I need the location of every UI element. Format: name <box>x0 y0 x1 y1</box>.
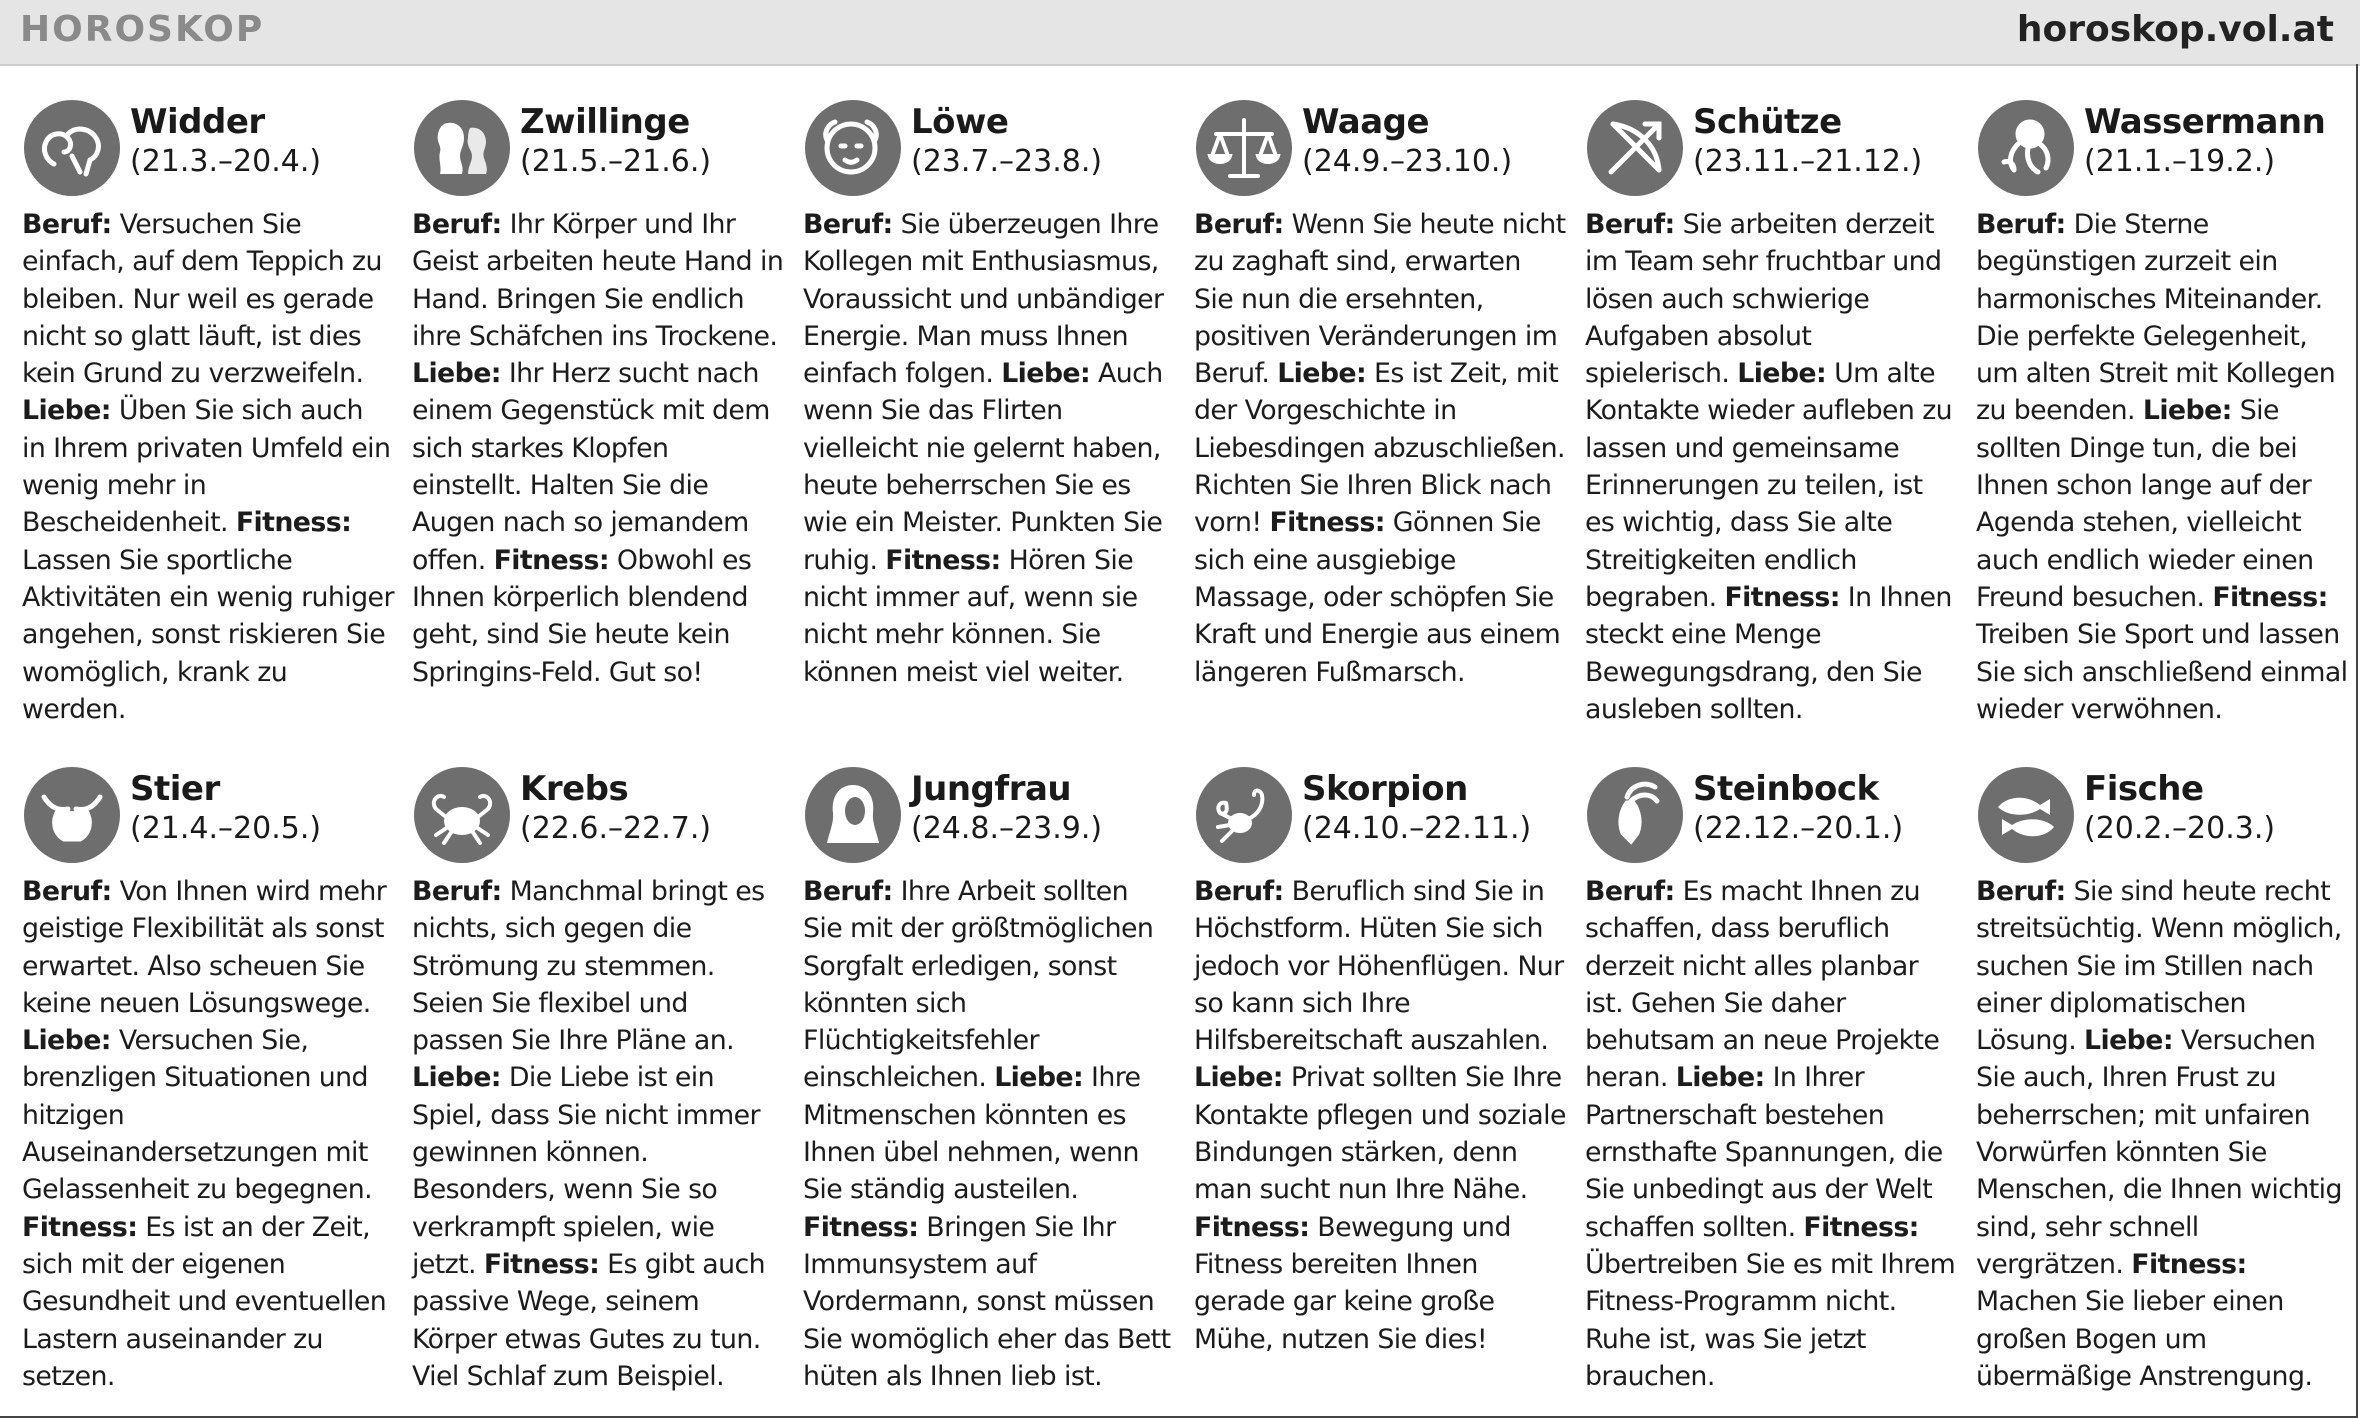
sign-text: Beruf: Beruflich sind Sie in Höchstform. Hüten Sie sich jedoch vor Höhenflügen. Nur so kann sich Ihre Hilfsbereitschaft auszahlen. Liebe: Privat sollten Sie Ihre Kontakte pflegen und soziale Bindungen stärken, denn man sucht nun Ihre Nähe. Fitness: Bewegung und Fitness bereiten Ihnen gerade gar keine große Mühe, nutzen Sie dies! <box>1194 876 1566 1355</box>
sign-name: Krebs <box>520 769 629 809</box>
sign-dates: (24.9.–23.10.) <box>1302 144 1513 179</box>
sign-name: Wassermann <box>2084 102 2326 142</box>
gemini-icon <box>414 100 510 196</box>
pisces-fish-icon <box>1978 767 2074 863</box>
sign-dates: (21.1.–19.2.) <box>2084 144 2276 179</box>
sagittarius-bow-icon <box>1587 100 1683 196</box>
sign-loewe <box>803 100 1175 750</box>
sign-waage <box>1194 100 1566 750</box>
sign-krebs <box>412 767 784 1417</box>
sign-fische <box>1976 767 2348 1417</box>
sign-dates: (21.5.–21.6.) <box>520 144 712 179</box>
sign-name: Steinbock <box>1693 769 1879 809</box>
sign-dates: (24.8.–23.9.) <box>911 811 1103 846</box>
cancer-crab-icon <box>414 767 510 863</box>
sign-dates: (21.4.–20.5.) <box>130 811 322 846</box>
sign-text: Beruf: Wenn Sie heute nicht zu zaghaft sind, erwarten Sie nun die ersehnten, positiven Veränderungen im Beruf. Liebe: Es ist Zeit, mit der Vorgeschichte in Liebesdingen abzuschließen. Richten Sie Ihren Blick nach vorn! Fitness: Gönnen Sie sich eine ausgiebige Massage, oder schöpfen Sie Kraft und Energie aus einem längeren Fußmarsch. <box>1194 209 1566 688</box>
sign-text: Beruf: Sie arbeiten derzeit im Team sehr fruchtbar und lösen auch schwierige Aufgaben absolut spielerisch. Liebe: Um alte Kontakte wieder aufleben zu lassen und gemeinsame Erinnerungen zu teilen, ist es wichtig, dass Sie alte Streitigkeiten endlich begraben. Fitness: In Ihnen steckt eine Menge Bewegungsdrang, den Sie ausleben sollten. <box>1585 209 1953 725</box>
sign-text: Beruf: Sie überzeugen Ihre Kollegen mit Enthusiasmus, Voraussicht und unbändiger Energie. Man muss Ihnen einfach folgen. Liebe: Auch wenn Sie das Flirten vielleicht nie gelernt haben, heute beherrschen Sie es wie ein Meister. Punkten Sie ruhig. Fitness: Hören Sie nicht immer auf, wenn sie nicht mehr können. Sie können meist viel weiter. <box>803 209 1164 688</box>
sign-name: Skorpion <box>1302 769 1468 809</box>
sign-name: Widder <box>130 102 265 142</box>
sign-wassermann <box>1976 100 2348 750</box>
sign-text: Beruf: Versuchen Sie einfach, auf dem Teppich zu bleiben. Nur weil es gerade nicht so glatt läuft, ist dies kein Grund zu verzweifeln. Liebe: Üben Sie sich auch in Ihrem privaten Umfeld ein wenig mehr in Bescheidenheit. Fitness: Lassen Sie sportliche Aktivitäten ein wenig ruhiger angehen, sonst riskieren Sie womöglich, krank zu werden. <box>22 209 394 725</box>
site-url[interactable]: horoskop.vol.at <box>2016 9 2334 50</box>
sign-dates: (21.3.–20.4.) <box>130 144 322 179</box>
capricorn-goat-icon <box>1587 767 1683 863</box>
sign-stier <box>22 767 394 1417</box>
sign-name: Zwillinge <box>520 102 690 142</box>
sign-text: Beruf: Ihr Körper und Ihr Geist arbeiten heute Hand in Hand. Bringen Sie endlich ihre Schäfchen ins Trockene. Liebe: Ihr Herz sucht nach einem Gegenstück mit dem sich starkes Klopfen einstellt. Halten Sie die Augen nach so jemandem offen. Fitness: Obwohl es Ihnen körperlich blendend geht, sind Sie heute kein Springins-Feld. Gut so! <box>412 209 784 688</box>
page-header <box>0 0 2360 66</box>
sign-jungfrau <box>803 767 1175 1417</box>
sign-name: Jungfrau <box>911 769 1072 809</box>
sign-name: Waage <box>1302 102 1430 142</box>
aquarius-icon <box>1978 100 2074 196</box>
sign-dates: (23.7.–23.8.) <box>911 144 1103 179</box>
sign-text: Beruf: Von Ihnen wird mehr geistige Flexibilität als sonst erwartet. Also scheuen Sie keine neuen Lösungswege. Liebe: Versuchen Sie, brenzligen Situationen und hitzigen Auseinandersetzungen mit Gelassenheit zu begegnen. Fitness: Es ist an der Zeit, sich mit der eigenen Gesundheit und eventuellen Lastern auseinander zu setzen. <box>22 876 387 1392</box>
sign-name: Schütze <box>1693 102 1842 142</box>
sign-text: Beruf: Die Sterne begünstigen zurzeit ein harmonisches Miteinander. Die perfekte Gelegenheit, um alten Streit mit Kollegen zu beenden. Liebe: Sie sollten Dinge tun, die bei Ihnen schon lange auf der Agenda stehen, vielleicht auch endlich wieder einen Freund besuchen. Fitness: Treiben Sie Sport und lassen Sie sich anschließend einmal wieder verwöhnen. <box>1976 209 2348 725</box>
sign-dates: (23.11.–21.12.) <box>1693 144 1923 179</box>
sign-dates: (20.2.–20.3.) <box>2084 811 2276 846</box>
section-title: HOROSKOP <box>20 9 265 50</box>
sign-text: Beruf: Es macht Ihnen zu schaffen, dass beruflich derzeit nicht alles planbar ist. Gehen Sie daher behutsam an neue Projekte heran. Liebe: In Ihrer Partnerschaft bestehen ernsthafte Spannungen, die Sie unbedingt aus der Welt schaffen sollten. Fitness: Übertreiben Sie es mit Ihrem Fitness-Programm nicht. Ruhe ist, was Sie jetzt brauchen. <box>1585 876 1956 1392</box>
sign-name: Stier <box>130 769 220 809</box>
sign-zwillinge <box>412 100 784 750</box>
sign-schuetze <box>1585 100 1957 750</box>
sign-text: Beruf: Sie sind heute recht streitsüchtig. Wenn möglich, suchen Sie im Stillen nach einer diplomatischen Lösung. Liebe: Versuchen Sie auch, Ihren Frust zu beherrschen; mit unfairen Vorwürfen könnten Sie Menschen, die Ihnen wichtig sind, sehr schnell vergrätzen. Fitness: Machen Sie lieber einen großen Bogen um übermäßige Anstrengung. <box>1976 876 2342 1392</box>
scorpio-icon <box>1196 767 1292 863</box>
sign-widder <box>22 100 394 750</box>
leo-icon <box>805 100 901 196</box>
libra-scales-icon <box>1196 100 1292 196</box>
sign-name: Fische <box>2084 769 2204 809</box>
sign-name: Löwe <box>911 102 1009 142</box>
sign-dates: (24.10.–22.11.) <box>1302 811 1532 846</box>
sign-dates: (22.6.–22.7.) <box>520 811 712 846</box>
taurus-icon <box>24 767 120 863</box>
sign-text: Beruf: Ihre Arbeit sollten Sie mit der größtmöglichen Sorgfalt erledigen, sonst könnten sich Flüchtigkeitsfehler einschleichen. Liebe: Ihre Mitmenschen könnten es Ihnen übel nehmen, wenn Sie ständig austeilen. Fitness: Bringen Sie Ihr Immunsystem auf Vordermann, sonst müssen Sie womöglich eher das Bett hüten als Ihnen lieb ist. <box>803 876 1171 1392</box>
sign-steinbock <box>1585 767 1957 1417</box>
virgo-icon <box>805 767 901 863</box>
sign-text: Beruf: Manchmal bringt es nichts, sich gegen die Strömung zu stemmen. Seien Sie flexibel und passen Sie Ihre Pläne an. Liebe: Die Liebe ist ein Spiel, dass Sie nicht immer gewinnen können. Besonders, wenn Sie so verkrampft spielen, wie jetzt. Fitness: Es gibt auch passive Wege, seinem Körper etwas Gutes zu tun. Viel Schlaf zum Beispiel. <box>412 876 765 1392</box>
aries-icon <box>24 100 120 196</box>
sign-dates: (22.12.–20.1.) <box>1693 811 1904 846</box>
sign-skorpion <box>1194 767 1566 1417</box>
